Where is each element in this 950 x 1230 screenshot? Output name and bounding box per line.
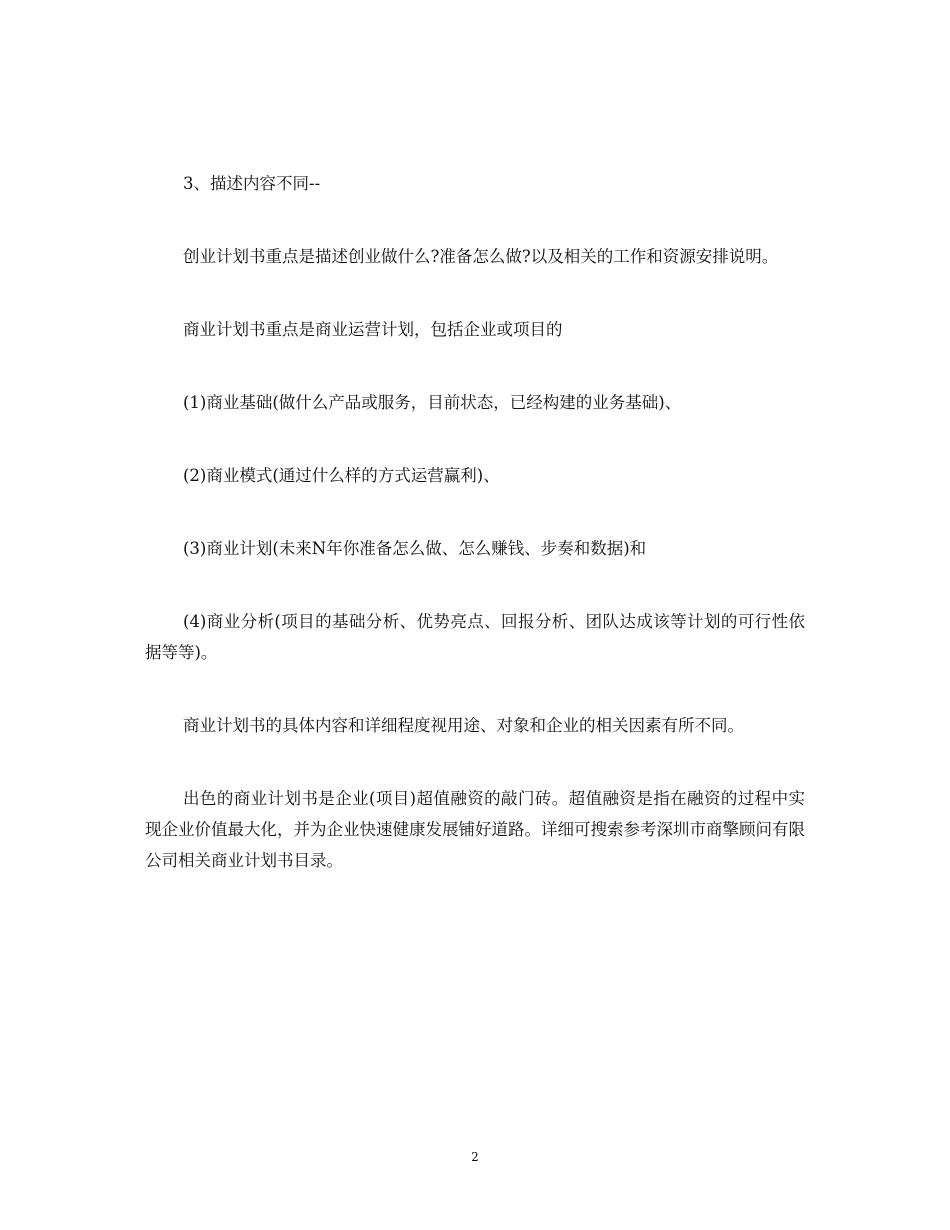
paragraph: 商业计划书重点是商业运营计划，包括企业或项目的 [183,320,563,339]
list-item: (3)商业计划(未来N年你准备怎么做、怎么赚钱、步奏和数据)和 [183,539,647,558]
list-item: (4)商业分析(项目的基础分析、优势亮点、回报分析、团队达成该等计划的可行性依据等等)。 [145,612,805,662]
document-body [145,168,805,918]
paragraph: 商业计划书的具体内容和详细程度视用途、对象和企业的相关因素有所不同。 [183,716,744,735]
list-item: (1)商业基础(做什么产品或服务，目前状态，已经构建的业务基础)、 [183,393,682,412]
page-number: 2 [471,1150,479,1164]
paragraph: 出色的商业计划书是企业(项目)超值融资的敲门砖。超值融资是指在融资的过程中实现企业价值最大化，并为企业快速健康发展铺好道路。详细可搜索参考深圳市商擎顾问有限公司相关商业计划书目录。 [145,789,805,870]
paragraph: 创业计划书重点是描述创业做什么?准备怎么做?以及相关的工作和资源安排说明。 [183,247,779,266]
list-item: (2)商业模式(通过什么样的方式运营赢利)、 [183,466,500,485]
section-heading: 3、描述内容不同-- [183,174,321,193]
